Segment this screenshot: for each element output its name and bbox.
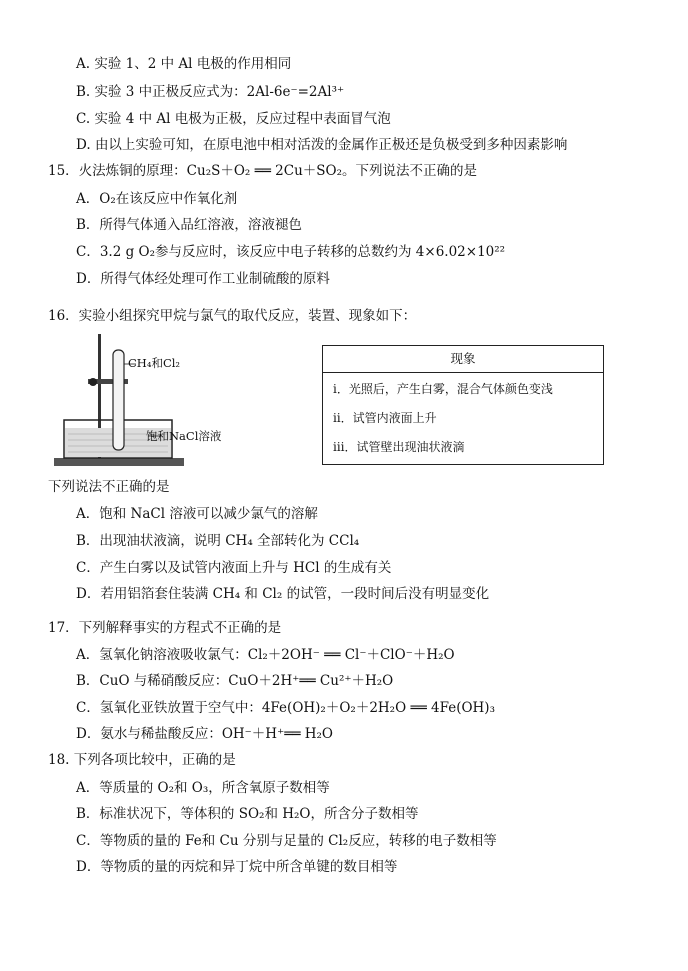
clamp-screw <box>89 378 97 386</box>
q17-option-c: C．氢氧化亚铁放置于空气中：4Fe(OH)₂＋O₂＋2H₂O ══ 4Fe(OH)₃ <box>76 700 495 716</box>
q16-sub-stem: 下列说法不正确的是 <box>48 479 170 495</box>
q18-option-d: D．等物质的量的丙烷和异丁烷中所含单键的数目相等 <box>76 859 398 875</box>
q15-option-d: D．所得气体经处理可作工业制硫酸的原料 <box>76 271 330 287</box>
q16-stem: 16．实验小组探究甲烷与氯气的取代反应，装置、现象如下： <box>48 308 417 324</box>
q17-stem: 17．下列解释事实的方程式不正确的是 <box>48 620 282 636</box>
stand-base <box>54 458 184 466</box>
gas-label: CH₄和Cl₂ <box>128 356 181 370</box>
q14-option-c: C. 实验 4 中 Al 电极为正极，反应过程中表面冒气泡 <box>76 111 391 127</box>
q15-option-a: A．O₂在该反应中作氧化剂 <box>76 191 238 207</box>
q18-option-a: A．等质量的 O₂和 O₃，所含氧原子数相等 <box>76 780 330 796</box>
methane-chlorine-apparatus <box>52 332 252 474</box>
observation-table <box>322 345 604 465</box>
q16-option-c: C．产生白雾以及试管内液面上升与 HCl 的生成有关 <box>76 560 392 576</box>
observation-2: ⅱ．试管内液面上升 <box>333 411 437 425</box>
q14-option-d: D. 由以上实验可知，在原电池中相对活泼的金属作正极还是负极受到多种因素影响 <box>76 137 568 153</box>
observation-3: ⅲ．试管壁出现油状液滴 <box>333 440 465 454</box>
q16-option-d: D．若用铝箔套住装满 CH₄ 和 Cl₂ 的试管，一段时间后没有明显变化 <box>76 586 490 602</box>
q17-option-d: D．氨水与稀盐酸反应：OH⁻＋H⁺══ H₂O <box>76 726 333 742</box>
q17-option-b: B．CuO 与稀硝酸反应：CuO＋2H⁺══ Cu²⁺＋H₂O <box>76 673 394 689</box>
apparatus-drawing <box>52 332 252 470</box>
q16-option-b: B．出现油状液滴，说明 CH₄ 全部转化为 CCl₄ <box>76 533 360 549</box>
test-tube <box>113 350 124 450</box>
q15-option-b: B．所得气体通入品红溶液，溶液褪色 <box>76 217 302 233</box>
q14-option-b: B. 实验 3 中正极反应式为：2Al-6e⁻=2Al³⁺ <box>76 84 345 100</box>
q18-stem: 18. 下列各项比较中，正确的是 <box>48 752 236 768</box>
observation-1: ⅰ．光照后，产生白雾，混合气体颜色变浅 <box>333 382 553 396</box>
observation-header: 现象 <box>323 346 603 373</box>
q18-option-c: C．等物质的量的 Fe和 Cu 分别与足量的 Cl₂反应，转移的电子数相等 <box>76 833 497 849</box>
q15-stem: 15．火法炼铜的原理：Cu₂S＋O₂ ══ 2Cu＋SO₂。下列说法不正确的是 <box>48 163 478 179</box>
q18-option-b: B．标准状况下，等体积的 SO₂和 H₂O，所含分子数相等 <box>76 806 419 822</box>
q15-option-c: C．3.2 g O₂参与反应时，该反应中电子转移的总数约为 4×6.02×10²² <box>76 244 506 260</box>
solution-label: 饱和NaCl溶液 <box>146 429 222 443</box>
q17-option-a: A．氢氧化钠溶液吸收氯气：Cl₂＋2OH⁻ ══ Cl⁻＋ClO⁻＋H₂O <box>76 647 455 663</box>
q16-option-a: A．饱和 NaCl 溶液可以减少氯气的溶解 <box>76 506 318 522</box>
q14-option-a: A. 实验 1、2 中 Al 电极的作用相同 <box>76 56 292 72</box>
